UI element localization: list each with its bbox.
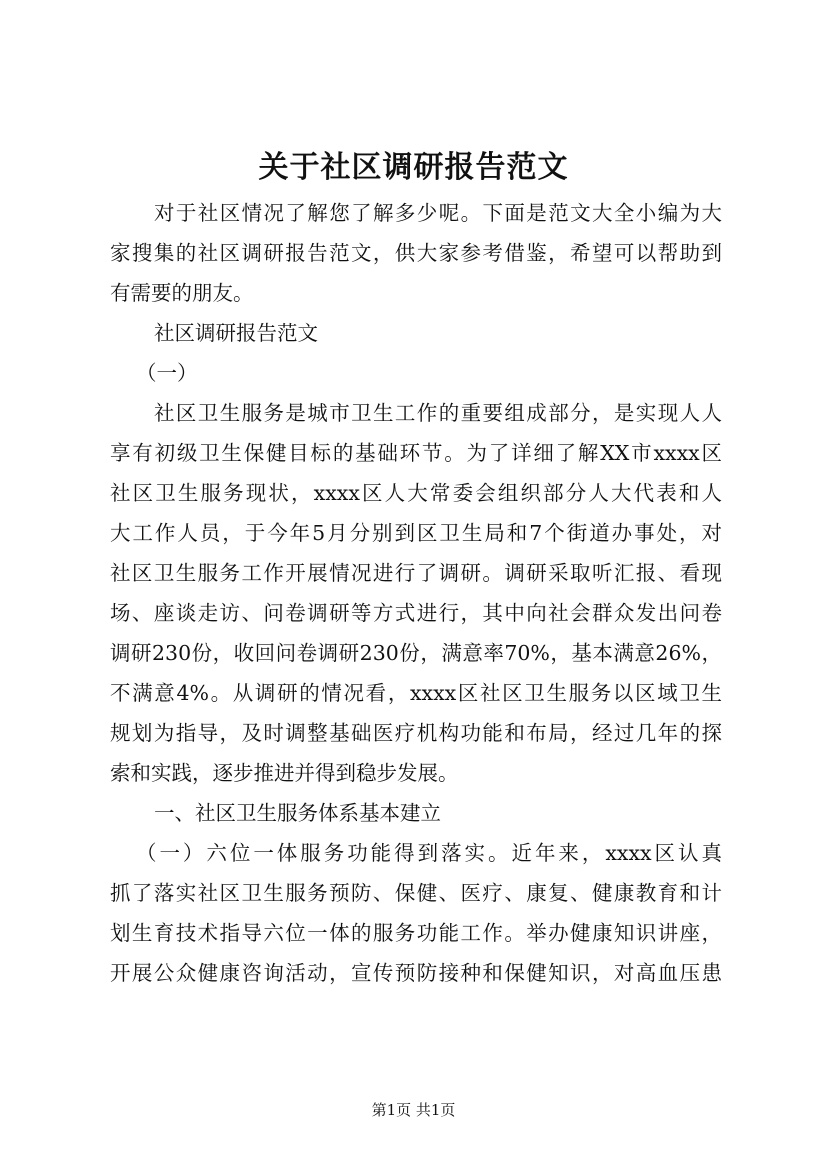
paragraph-line: 享有初级卫生保健目标的基础环节。为了详细了解XX市xxxx区 [110,441,722,465]
paragraph-line: 社区卫生服务现状，xxxx区人大常委会组织部分人大代表和人 [110,481,722,505]
section-heading: 一、社区卫生服务体系基本建立 [154,801,441,825]
paragraph-line: 对于社区情况了解您了解多少呢。下面是范文大全小编为大 [154,201,722,225]
paragraph-line: （一）六位一体服务功能得到落实。近年来，xxxx区认真 [136,841,722,865]
paragraph-line: 划生育技术指导六位一体的服务功能工作。举办健康知识讲座， [110,921,722,945]
paragraph-line: 大工作人员，于今年5月分别到区卫生局和7个街道办事处，对 [110,521,722,545]
section-heading: 社区调研报告范文 [154,321,318,345]
section-number: （一） [136,361,198,385]
paragraph-line: 家搜集的社区调研报告范文，供大家参考借鉴，希望可以帮助到 [110,241,722,265]
paragraph-line: 抓了落实社区卫生服务预防、保健、医疗、康复、健康教育和计 [110,881,722,905]
paragraph-line: 有需要的朋友。 [110,281,254,305]
paragraph-line: 场、座谈走访、问卷调研等方式进行，其中向社会群众发出问卷 [110,601,722,625]
paragraph-line: 调研230份，收回问卷调研230份，满意率70%，基本满意26%， [110,641,722,665]
paragraph-line: 不满意4%。从调研的情况看，xxxx区社区卫生服务以区域卫生 [110,681,722,705]
paragraph-line: 规划为指导，及时调整基础医疗机构功能和布局，经过几年的探 [110,721,722,745]
page-footer: 第1页 共1页 [371,1101,456,1119]
paragraph-line: 社区卫生服务工作开展情况进行了调研。调研采取听汇报、看现 [110,561,722,585]
page-title: 关于社区调研报告范文 [258,150,569,185]
paragraph-line: 索和实践，逐步推进并得到稳步发展。 [110,761,459,785]
paragraph-line: 开展公众健康咨询活动，宣传预防接种和保健知识，对高血压患 [110,961,722,985]
paragraph-line: 社区卫生服务是城市卫生工作的重要组成部分，是实现人人 [154,401,722,425]
document-body [110,193,722,993]
